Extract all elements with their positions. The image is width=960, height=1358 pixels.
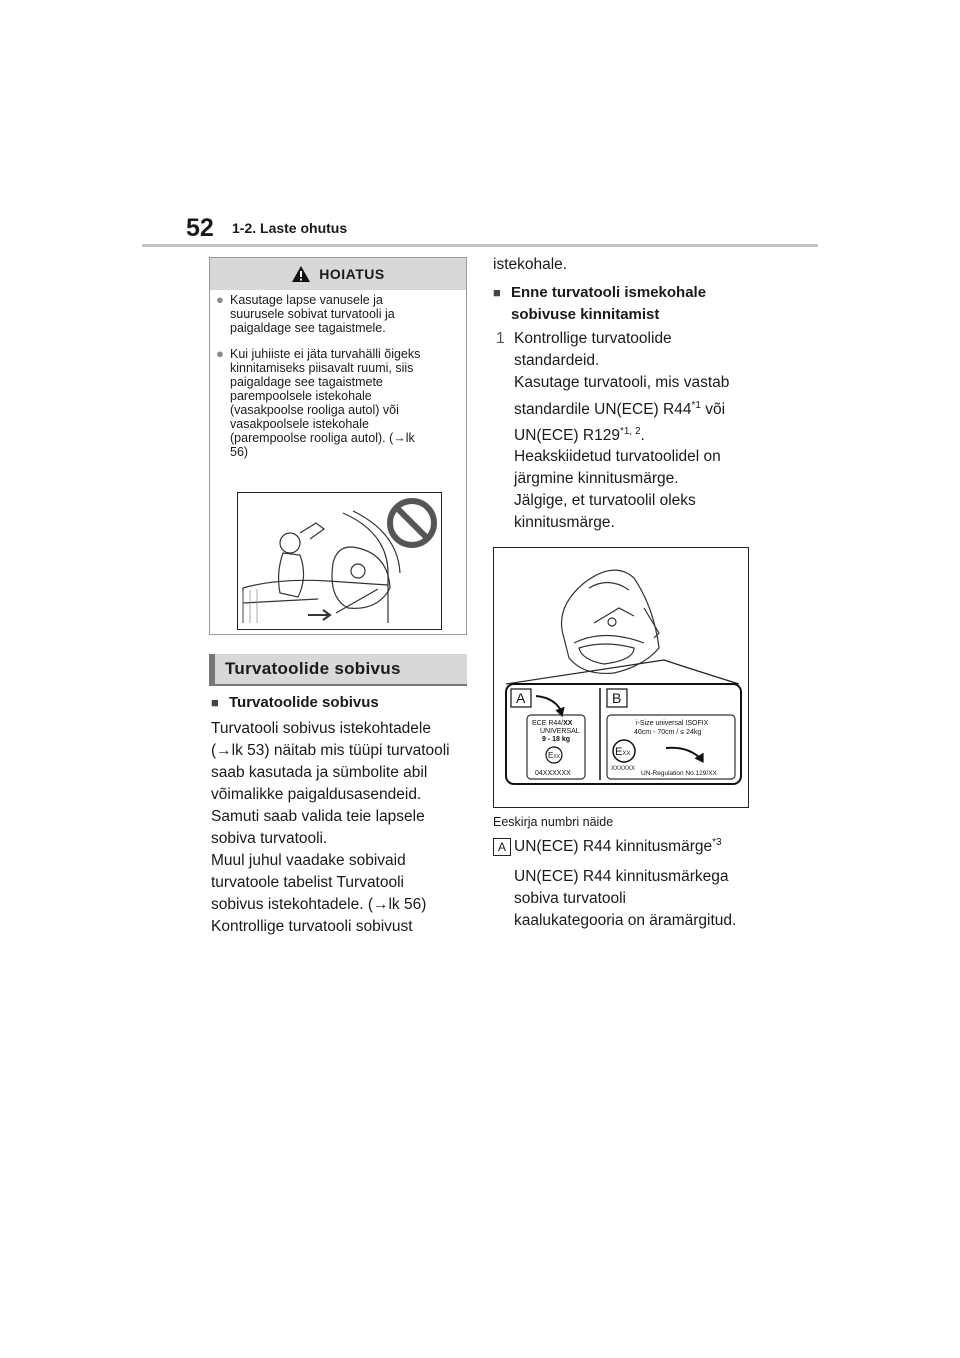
body-line: saab kasutada ja sümbolite abil — [211, 764, 428, 781]
bullet-icon: ● — [216, 292, 224, 307]
a-category: UNIVERSAL — [540, 728, 580, 735]
body-line: Samuti saab valida teie lapsele — [211, 808, 425, 825]
item-a-title-text: UN(ECE) R44 kinnitusmärge — [514, 838, 713, 855]
body-line: sobivus istekohtadele. (→lk 56) — [211, 896, 427, 913]
item-a-text — [514, 836, 736, 932]
body-line: järgmine kinnitusmärge. — [514, 470, 679, 487]
warning-item — [216, 293, 456, 335]
section-bar — [209, 654, 467, 686]
warning-line: vasakpoolsele istekohale — [230, 417, 369, 431]
warning-line: paigaldage see tagaistmele. — [230, 321, 386, 335]
b-approval-code: XXXXXX — [611, 766, 636, 772]
body-line: UN(ECE) R44 kinnitusmärkega — [514, 868, 729, 885]
body-line: standardeid. — [514, 352, 600, 369]
child-seat-illustration — [562, 570, 660, 673]
body-line: Heakskiidetud turvatoolidel on — [514, 448, 721, 465]
figure-label-b: B — [612, 690, 622, 706]
left-body — [211, 718, 450, 938]
a-e-mark: EXX — [548, 751, 561, 760]
bar-accent — [209, 654, 215, 684]
section-bar-title: Turvatoolide sobivus — [225, 659, 401, 678]
body-line: Turvatooli sobivus istekohtadele — [211, 720, 431, 737]
figure-caption: Eeskirja numbri näide — [493, 815, 614, 829]
subheading-line: Enne turvatooli ismekohale — [511, 284, 707, 301]
footnote-ref: *1 — [691, 399, 701, 411]
a-weight: 9 - 18 kg — [542, 736, 571, 743]
subheading-line: sobivuse kinnitamist — [511, 306, 660, 323]
subheading — [493, 282, 706, 326]
line-text: või — [700, 401, 726, 418]
body-line: võimalikke paigaldusasendeid. — [211, 786, 422, 803]
square-bullet-icon: ■ — [211, 695, 219, 710]
warning-line: (parempoolse rooliga autol). (→lk — [230, 431, 415, 445]
warning-header — [210, 258, 466, 290]
warning-line: 56) — [230, 445, 249, 459]
svg-text:ECE R44/XX — [532, 720, 573, 727]
body-line: Kontrollige turvatooli sobivust — [211, 918, 413, 935]
b-standard: i-Size universal ISOFIX — [636, 720, 709, 727]
footnote-ref: *3 — [712, 836, 722, 848]
bullet-icon: ● — [216, 346, 224, 361]
continuation-text — [493, 254, 567, 276]
subheading-text: Turvatoolide sobivus — [229, 694, 379, 711]
warning-title: HOIATUS — [319, 266, 385, 282]
body-line: kaalukategooria on äramärgitud. — [514, 912, 737, 929]
warning-line: Kui juhiiste ei jäta turvahälli õigeks — [230, 347, 421, 361]
step-body — [514, 328, 729, 534]
body-line: Jälgige, et turvatoolil oleks — [514, 492, 696, 509]
approval-label-figure — [493, 547, 749, 808]
body-line: Kontrollige turvatoolide — [514, 330, 672, 347]
body-line: turvatoole tabelist Turvatooli — [211, 874, 404, 891]
subheading — [211, 692, 379, 714]
line-text: standardile UN(ECE) R44 — [514, 401, 692, 418]
item-a-title — [514, 836, 736, 858]
child-seat-warning-illustration — [237, 492, 442, 630]
square-bullet-icon: ■ — [493, 285, 501, 300]
header-divider — [142, 244, 818, 247]
body-line: (→lk 53) näitab mis tüüpi turvatooli — [211, 742, 450, 759]
a-standard: ECE R44/ — [532, 720, 564, 727]
b-e-mark: EXX — [615, 746, 631, 758]
warning-box — [209, 257, 467, 635]
step-number: 1 — [496, 330, 505, 347]
body-line: istekohale. — [493, 256, 568, 273]
body-line — [514, 420, 729, 446]
warning-line: kinnitamiseks piisavalt ruumi, siis — [230, 361, 414, 375]
warning-line: Kasutage lapse vanusele ja — [230, 293, 383, 307]
line-text: UN(ECE) R129 — [514, 427, 620, 444]
warning-triangle-icon — [291, 265, 311, 283]
warning-line: parempoolsele istekohale — [230, 389, 372, 403]
page-number: 52 — [186, 214, 214, 242]
body-line: Muul juhul vaadake sobivaid — [211, 852, 406, 869]
spacer — [514, 858, 736, 866]
body-line: Kasutage turvatooli, mis vastab — [514, 374, 730, 391]
body-line: sobiva turvatooli. — [211, 830, 328, 847]
body-line — [514, 394, 729, 420]
warning-line: suurusele sobivat turvatooli ja — [230, 307, 395, 321]
warning-line: paigaldage see tagaistmete — [230, 375, 383, 389]
line-text: . — [640, 427, 645, 444]
figure-label-a: A — [516, 690, 526, 706]
a-standard-suffix: XX — [563, 720, 573, 727]
item-label-box: A — [493, 838, 511, 856]
warning-item — [216, 347, 456, 459]
section-title: 1-2. Laste ohutus — [232, 220, 348, 236]
b-regulation: UN-Regulation No.129/XX — [641, 770, 717, 777]
warning-line: (vasakpoolse rooliga autol) või — [230, 403, 399, 417]
a-approval-code: 04XXXXXX — [535, 770, 571, 777]
body-line: sobiva turvatooli — [514, 890, 627, 907]
body-line: kinnitusmärge. — [514, 514, 615, 531]
footnote-ref: *1, 2 — [619, 425, 641, 437]
b-size-weight: 40cm - 70cm / ≤ 24kg — [634, 729, 702, 736]
